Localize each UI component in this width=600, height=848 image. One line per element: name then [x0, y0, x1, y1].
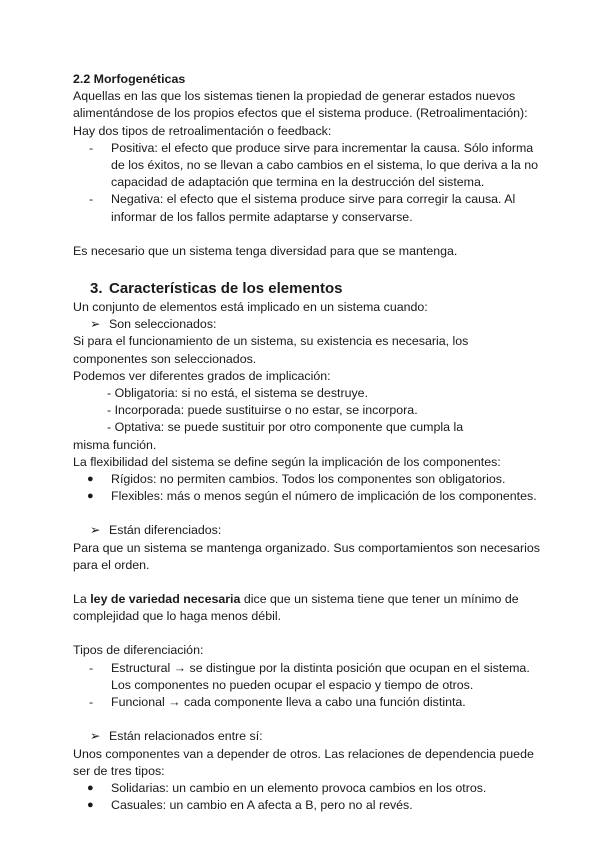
- paragraph: La flexibilidad del sistema se define según la implicación de los componentes:: [73, 454, 501, 469]
- subheading-diferenciados: ➢ Están diferenciados:: [73, 522, 543, 539]
- flexibility-list: [73, 471, 543, 505]
- paragraph: Si para el funcionamiento de un sistema, su existencia es necesaria, los componentes son seleccionados.: [73, 334, 469, 366]
- relations-list: [73, 780, 543, 814]
- list-item: - Negativa: el efecto que el sistema produce sirve para corregir la causa. Al informar de los fallos permite adaptarse y conservarse.: [89, 192, 516, 224]
- list-item: - Optativa: se puede sustituir por otro componente que cumpla la: [107, 420, 464, 435]
- paragraph: Un conjunto de elementos está implicado en un sistema cuando:: [73, 300, 428, 315]
- arrow-icon: ➢: [90, 317, 101, 332]
- paragraph: Para que un sistema se mantenga organizado. Sus comportamientos son necesarios para el orden.: [73, 540, 540, 572]
- list-item: - Funcional → cada componente lleva a cabo una función distinta.: [89, 695, 466, 710]
- paragraph: Tipos de diferenciación:: [73, 643, 204, 658]
- arrow-icon: ➢: [90, 523, 101, 538]
- list-item: - Positiva: el efecto que produce sirve para incrementar la causa. Sólo informa de los éxitos, no se llevan a cabo cambios en el sistema, lo que deriva a la no capacidad de adaptación que termina en la destrucción del sistema.: [89, 140, 539, 190]
- feedback-list: [73, 140, 543, 226]
- arrow-icon: ➢: [90, 729, 101, 744]
- paragraph: Aquellas en las que los sistemas tienen la propiedad de generar estados nuevos alimentándose de los propios efectos que el sistema produce. (Retroalimentación):: [73, 89, 528, 121]
- differentiation-list: [73, 660, 543, 712]
- subheading-relacionados: ➢ Están relacionados entre sí:: [73, 728, 543, 745]
- paragraph: Es necesario que un sistema tenga diversidad para que se mantenga.: [73, 243, 458, 258]
- paragraph: misma función.: [73, 437, 157, 452]
- document-page: [73, 71, 543, 814]
- paragraph: Hay dos tipos de retroalimentación o feedback:: [73, 123, 332, 138]
- list-item: - Estructural → se distingue por la distinta posición que ocupan en el sistema. Los componentes no pueden ocupar el espacio y tiempo de otros.: [89, 660, 530, 692]
- paragraph: Unos componentes van a depender de otros. Las relaciones de dependencia puede ser de tres tipos:: [73, 746, 534, 778]
- list-item: ● Casuales: un cambio en A afecta a B, pero no al revés.: [87, 798, 413, 813]
- section-heading-caracteristicas: 3. Características de los elementos: [90, 280, 343, 298]
- paragraph-law: La ley de variedad necesaria dice que un sistema tiene que tener un mínimo de complejidad que lo haga menos débil.: [73, 592, 519, 624]
- list-item: ● Rígidos: no permiten cambios. Todos los componentes son obligatorios.: [87, 472, 506, 487]
- list-item: - Incorporada: puede sustituirse o no estar, se incorpora.: [107, 403, 418, 418]
- list-item: ● Flexibles: más o menos según el número de implicación de los componentes.: [87, 489, 537, 504]
- list-item: - Obligatoria: si no está, el sistema se destruye.: [107, 386, 369, 401]
- list-item: ● Solidarias: un cambio en un elemento provoca cambios en los otros.: [87, 780, 487, 795]
- degrees-list: [73, 385, 543, 437]
- paragraph: Podemos ver diferentes grados de implicación:: [73, 368, 331, 383]
- subheading-seleccionados: ➢ Son seleccionados:: [73, 316, 543, 333]
- section-heading-morfogeneticas: 2.2 Morfogenéticas: [73, 72, 186, 86]
